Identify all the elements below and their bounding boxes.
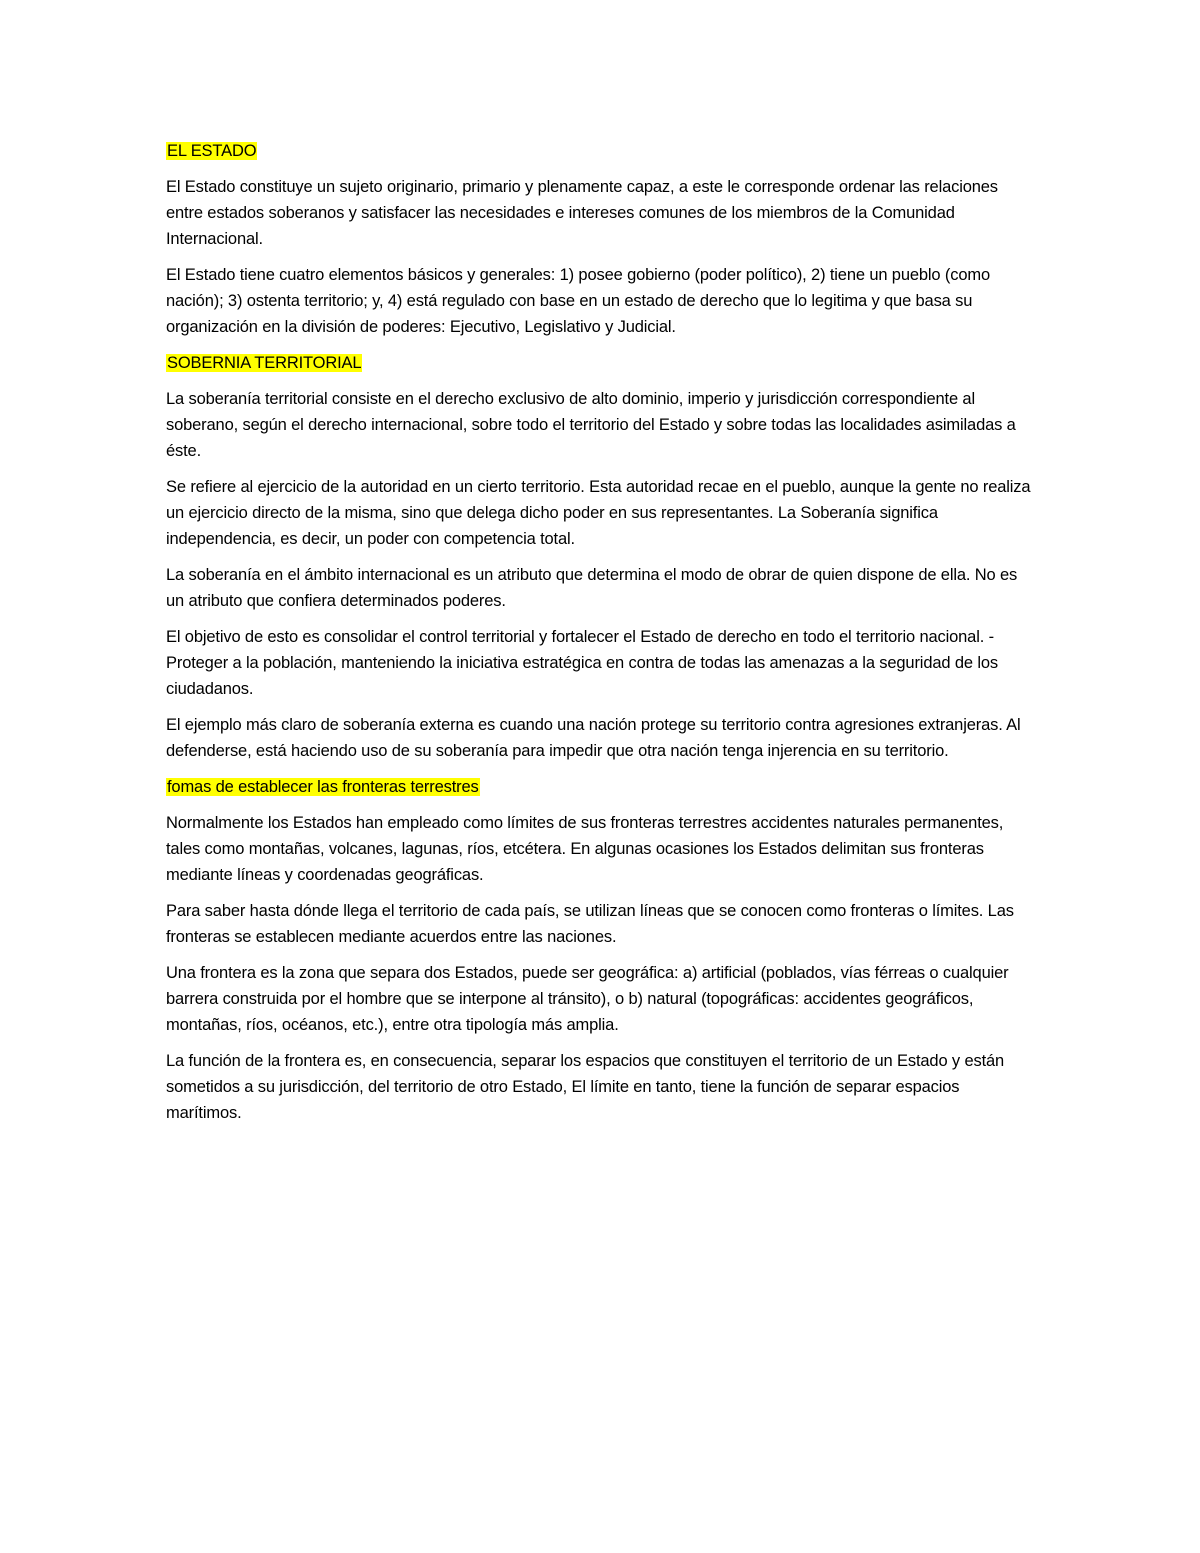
paragraph: El objetivo de esto es consolidar el control territorial y fortalecer el Estado de derecho en todo el territorio nacional. - Proteger a la población, manteniendo la iniciativa estratégica en contra de todas las amenazas a la seguridad de los ciudadanos.	[166, 628, 998, 698]
highlighted-heading-text: EL ESTADO	[167, 142, 257, 160]
section-fronteras-terrestres	[166, 774, 1036, 1126]
paragraph: El Estado constituye un sujeto originario, primario y plenamente capaz, a este le corresponde ordenar las relaciones entre estados soberanos y satisfacer las necesidades e intereses comunes de los miembros de la Comunidad Internacional.	[166, 178, 998, 248]
paragraph: La soberanía en el ámbito internacional es un atributo que determina el modo de obrar de quien dispone de ella. No es un atributo que confiera determinados poderes.	[166, 566, 1018, 610]
section-el-estado	[166, 138, 1036, 340]
paragraph: La función de la frontera es, en consecuencia, separar los espacios que constituyen el territorio de un Estado y están sometidos a su jurisdicción, del territorio de otro Estado, El límite en tanto, tiene la función de separar espacios marítimos.	[166, 1052, 1005, 1122]
section-soberania-territorial	[166, 350, 1036, 764]
section-heading	[166, 138, 1036, 164]
paragraph: El Estado tiene cuatro elementos básicos y generales: 1) posee gobierno (poder político), 2) tiene un pueblo (como nación); 3) ostenta territorio; y, 4) está regulado con base en un estado de derecho que lo legitima y que basa su organización en la división de poderes: Ejecutivo, Legislativo y Judicial.	[166, 266, 990, 336]
highlighted-heading-text: SOBERNIA TERRITORIAL	[167, 354, 362, 372]
paragraph: Una frontera es la zona que separa dos Estados, puede ser geográfica: a) artificial (poblados, vías férreas o cualquier barrera construida por el hombre que se interpone al tránsito), o b) natural (topográficas: accidentes geográficos, montañas, ríos, océanos, etc.), entre otra tipología más amplia.	[166, 964, 1009, 1034]
paragraph: La soberanía territorial consiste en el derecho exclusivo de alto dominio, imperio y jurisdicción correspondiente al soberano, según el derecho internacional, sobre todo el territorio del Estado y sobre todas las localidades asimiladas a éste.	[166, 390, 1016, 460]
section-heading	[166, 774, 1036, 800]
paragraph: Se refiere al ejercicio de la autoridad en un cierto territorio. Esta autoridad recae en el pueblo, aunque la gente no realiza un ejercicio directo de la misma, sino que delega dicho poder en sus representantes. La Soberanía significa independencia, es decir, un poder con competencia total.	[166, 478, 1031, 548]
paragraph: Normalmente los Estados han empleado como límites de sus fronteras terrestres accidentes naturales permanentes, tales como montañas, volcanes, lagunas, ríos, etcétera. En algunas ocasiones los Estados delimitan sus fronteras mediante líneas y coordenadas geográficas.	[166, 814, 1004, 884]
paragraph: Para saber hasta dónde llega el territorio de cada país, se utilizan líneas que se conocen como fronteras o límites. Las fronteras se establecen mediante acuerdos entre las naciones.	[166, 902, 1014, 946]
section-heading	[166, 350, 1036, 376]
paragraph: El ejemplo más claro de soberanía externa es cuando una nación protege su territorio contra agresiones extranjeras. Al defenderse, está haciendo uso de su soberanía para impedir que otra nación tenga injerencia en su territorio.	[166, 716, 1021, 760]
document-body	[166, 138, 1036, 1136]
highlighted-heading-text: fomas de establecer las fronteras terrestres	[167, 778, 479, 796]
